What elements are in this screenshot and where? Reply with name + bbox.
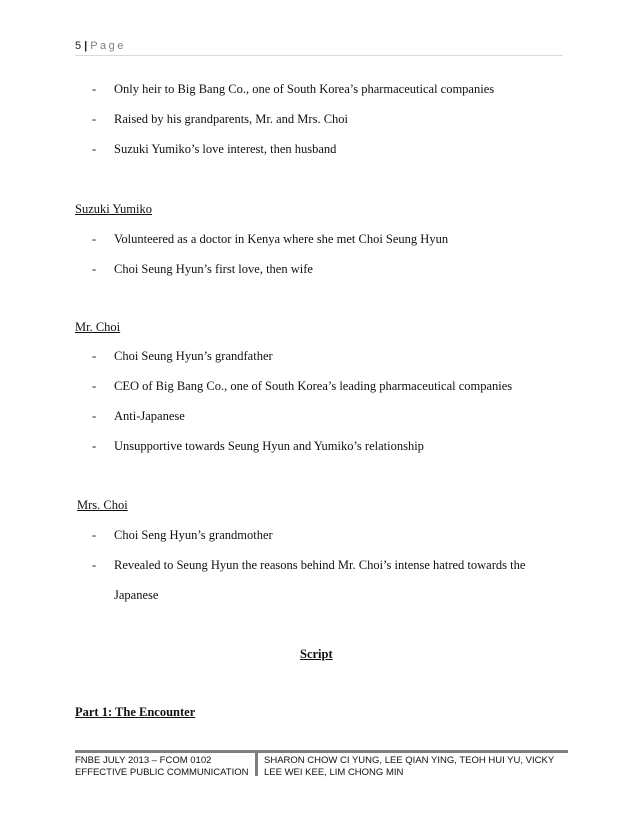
list-item: Volunteered as a doctor in Kenya where she met Choi Seung Hyun [114, 232, 449, 246]
list-item: Choi Seung Hyun’s first love, then wife [114, 262, 313, 276]
header-rule [75, 55, 563, 56]
list-item: Choi Seung Hyun’s grandfather [114, 349, 273, 363]
page-word: Page [90, 40, 126, 52]
bullet-dash: - [92, 558, 97, 572]
list-item: Raised by his grandparents, Mr. and Mrs. Choi [114, 112, 349, 126]
page-header [75, 40, 126, 52]
bullet-dash: - [92, 112, 97, 126]
bullet-dash: - [92, 349, 97, 363]
footer-divider [255, 752, 258, 776]
bullet-dash: - [92, 409, 97, 423]
list-item: Suzuki Yumiko’s love interest, then husband [114, 142, 337, 156]
footer-rule [75, 750, 568, 753]
bullet-dash: - [92, 142, 97, 156]
script-title: Script [300, 647, 333, 661]
character-heading-mrs-choi: Mrs. Choi [77, 498, 128, 512]
list-item: CEO of Big Bang Co., one of South Korea’s leading pharmaceutical companies [114, 379, 513, 393]
list-item: Choi Seng Hyun’s grandmother [114, 528, 273, 542]
bullet-dash: - [92, 262, 97, 276]
header-separator: | [84, 40, 88, 52]
bullet-dash: - [92, 232, 97, 246]
list-item: Anti-Japanese [114, 409, 185, 423]
footer-course-code: FNBE JULY 2013 – FCOM 0102 [75, 755, 212, 766]
part-heading: Part 1: The Encounter [75, 705, 196, 719]
footer-authors-line1: SHARON CHOW CI YUNG, LEE QIAN YING, TEOH HUI YU, VICKY [264, 755, 555, 766]
footer-authors-line2: LEE WEI KEE, LIM CHONG MIN [264, 767, 404, 778]
page-number: 5 [75, 40, 82, 52]
bullet-dash: - [92, 379, 97, 393]
bullet-dash: - [92, 528, 97, 542]
character-heading-suzuki: Suzuki Yumiko [75, 202, 152, 216]
footer-course-name: EFFECTIVE PUBLIC COMMUNICATION [75, 767, 249, 778]
list-item: Unsupportive towards Seung Hyun and Yumiko’s relationship [114, 439, 424, 453]
character-heading-mr-choi: Mr. Choi [75, 320, 121, 334]
list-item: Only heir to Big Bang Co., one of South Korea’s pharmaceutical companies [114, 82, 495, 96]
list-item-continuation: Japanese [114, 588, 159, 602]
list-item: Revealed to Seung Hyun the reasons behind Mr. Choi’s intense hatred towards the [114, 558, 526, 572]
bullet-dash: - [92, 82, 97, 96]
bullet-dash: - [92, 439, 97, 453]
